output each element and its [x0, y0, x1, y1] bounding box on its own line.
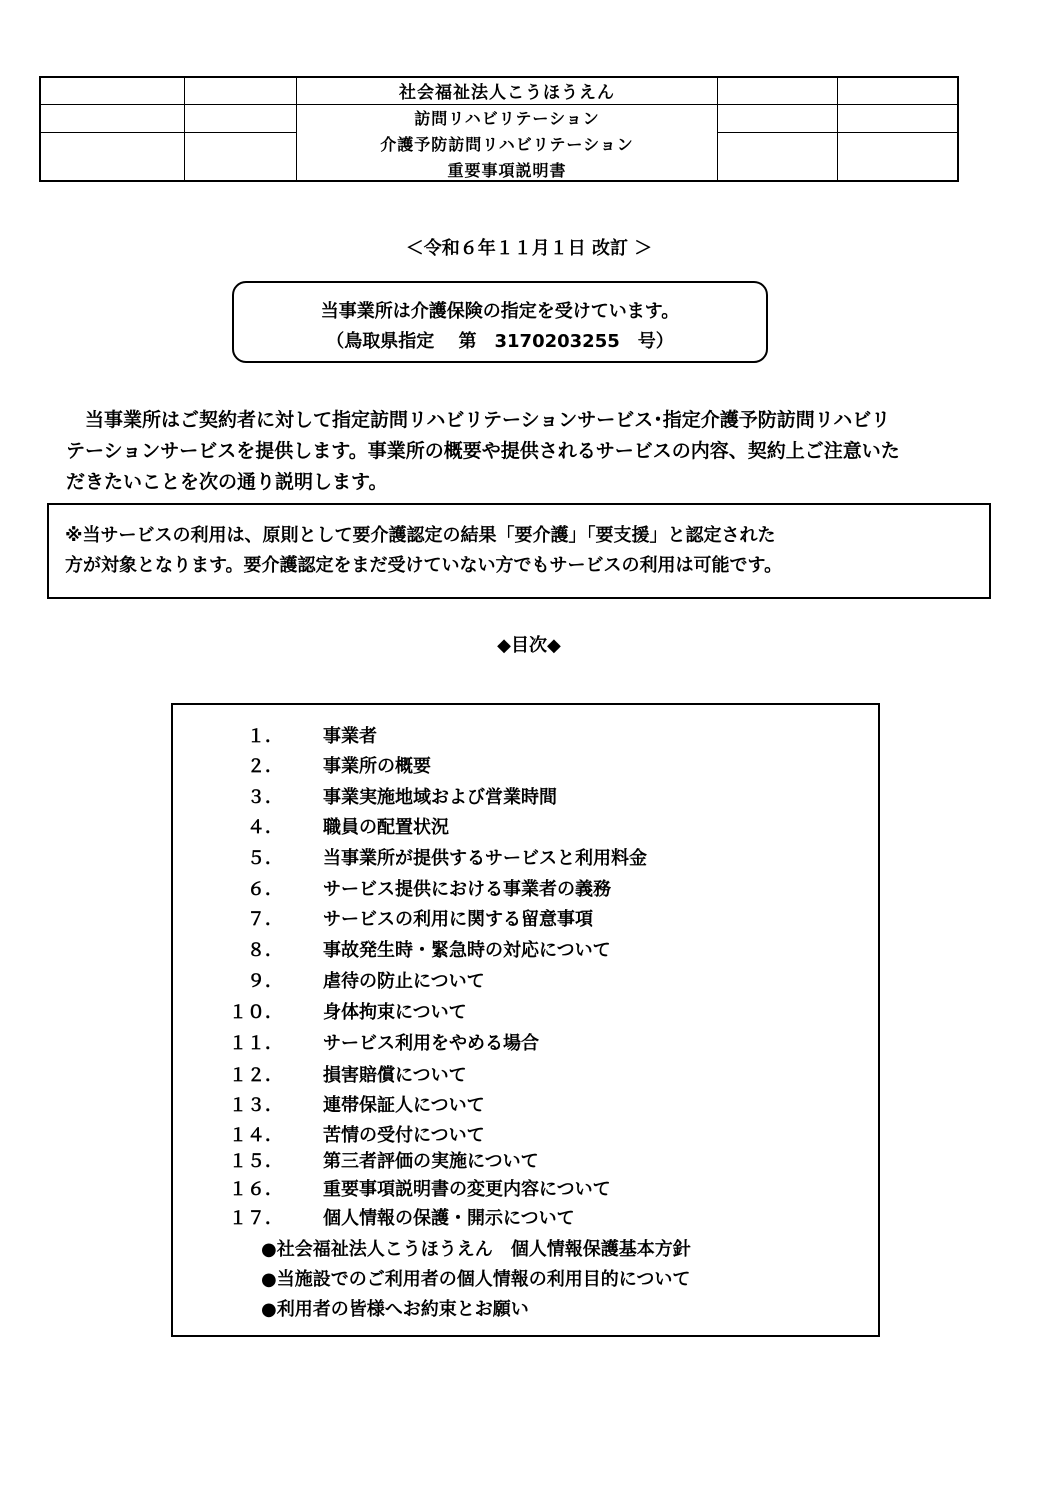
- table-border-right: [957, 76, 959, 182]
- toc-item-label: 損害賠償について: [323, 1065, 467, 1086]
- toc-item: [173, 1121, 873, 1149]
- toc-item-label: 第三者評価の実施について: [323, 1151, 539, 1172]
- toc-item-number: １６．: [229, 1179, 283, 1200]
- document-title-line: 訪問リハビリテーション: [414, 109, 600, 128]
- toc-item-number: ９．: [247, 971, 283, 992]
- toc-title: ◆目次◆: [497, 635, 561, 656]
- table-divider: [717, 76, 718, 182]
- table-divider: [296, 104, 718, 105]
- toc-item-number: １．: [247, 726, 283, 747]
- toc-item: [173, 783, 873, 811]
- toc-item-number: ７．: [247, 909, 283, 930]
- toc-item: [173, 998, 873, 1026]
- revision-date: ＜令和６年１１月１日 改訂 ＞: [405, 238, 653, 259]
- table-divider: [184, 76, 185, 182]
- toc-item-label: 連帯保証人について: [323, 1095, 485, 1116]
- document-title-line: 介護予防訪問リハビリテーション: [380, 135, 634, 154]
- toc-item-number: １２．: [229, 1065, 283, 1086]
- toc-bullet-item: ●社会福祉法人こうほうえん 個人情報保護基本方針: [261, 1239, 691, 1260]
- toc-item: [173, 1029, 873, 1057]
- toc-item: [173, 967, 873, 995]
- toc-item-label: 事業所の概要: [323, 756, 431, 777]
- toc-item-label: 事業者: [323, 726, 377, 747]
- intro-line: 当事業所はご契約者に対して指定訪問リハビリテーションサービス･指定介護予防訪問リハビリ: [66, 409, 891, 431]
- table-border-left: [39, 76, 41, 182]
- toc-item-number: １４．: [229, 1125, 283, 1146]
- toc-item: [173, 936, 873, 964]
- toc-item-number: ６．: [247, 879, 283, 900]
- toc-item: [173, 722, 873, 750]
- table-of-contents: [171, 703, 880, 1337]
- toc-item: [173, 875, 873, 903]
- toc-item: [173, 1204, 873, 1232]
- toc-item-label: 苦情の受付について: [323, 1125, 485, 1146]
- toc-item-label: 虐待の防止について: [323, 971, 485, 992]
- toc-item-number: １０．: [229, 1002, 283, 1023]
- toc-item-label: サービス提供における事業者の義務: [323, 879, 611, 900]
- note-line: 方が対象となります。要介護認定をまだ受けていない方でもサービスの利用は可能です。: [65, 555, 783, 576]
- toc-item-label: 身体拘束について: [323, 1002, 467, 1023]
- org-name: 社会福祉法人こうほうえん: [399, 83, 615, 103]
- designation-box: [232, 281, 768, 363]
- note-line: ※当サービスの利用は、原則として要介護認定の結果「要介護」「要支援」と認定された: [65, 525, 776, 546]
- toc-item-label: 事業実施地域および営業時間: [323, 787, 557, 808]
- toc-item-number: １３．: [229, 1095, 283, 1116]
- toc-item: [173, 1175, 873, 1203]
- intro-line: だきたいことを次の通り説明します。: [66, 471, 388, 493]
- toc-item-number: １１．: [229, 1033, 283, 1054]
- designation-line: 当事業所は介護保険の指定を受けています。: [320, 301, 680, 322]
- note-box: [47, 503, 991, 599]
- toc-item: [173, 844, 873, 872]
- toc-item: [173, 1061, 873, 1089]
- toc-item-number: ２．: [247, 756, 283, 777]
- toc-item-label: サービスの利用に関する留意事項: [323, 909, 593, 930]
- toc-item-label: 当事業所が提供するサービスと利用料金: [323, 848, 647, 869]
- toc-item-number: ８．: [247, 940, 283, 961]
- toc-item-number: １７．: [229, 1208, 283, 1229]
- intro-paragraph: [66, 405, 1006, 498]
- toc-bullet-item: ●当施設でのご利用者の個人情報の利用目的について: [261, 1269, 691, 1290]
- toc-item: [173, 1091, 873, 1119]
- toc-item-label: 重要事項説明書の変更内容について: [323, 1179, 611, 1200]
- table-divider: [717, 132, 959, 133]
- toc-item-label: 個人情報の保護・開示について: [323, 1208, 575, 1229]
- toc-item-label: 職員の配置状況: [323, 817, 449, 838]
- toc-item-number: ３．: [247, 787, 283, 808]
- toc-bullet-item: ●利用者の皆様へお約束とお願い: [261, 1299, 529, 1320]
- toc-item: [173, 905, 873, 933]
- toc-item-number: ５．: [247, 848, 283, 869]
- table-divider: [717, 104, 959, 105]
- table-divider: [39, 132, 297, 133]
- toc-item: [173, 752, 873, 780]
- designation-number: （鳥取県指定 第 3170203255 号）: [326, 331, 674, 352]
- intro-line: テーションサービスを提供します。事業所の概要や提供されるサービスの内容、契約上ご注意いた: [66, 440, 900, 462]
- header-table: [39, 76, 959, 182]
- toc-item-label: サービス利用をやめる場合: [323, 1033, 539, 1054]
- table-divider: [837, 76, 838, 182]
- document-title-line: 重要事項説明書: [447, 161, 567, 180]
- toc-item-label: 事故発生時・緊急時の対応について: [323, 940, 611, 961]
- toc-item: [173, 1147, 873, 1175]
- toc-item-number: １５．: [229, 1151, 283, 1172]
- toc-item: [173, 813, 873, 841]
- toc-item-number: ４．: [247, 817, 283, 838]
- table-divider: [39, 104, 297, 105]
